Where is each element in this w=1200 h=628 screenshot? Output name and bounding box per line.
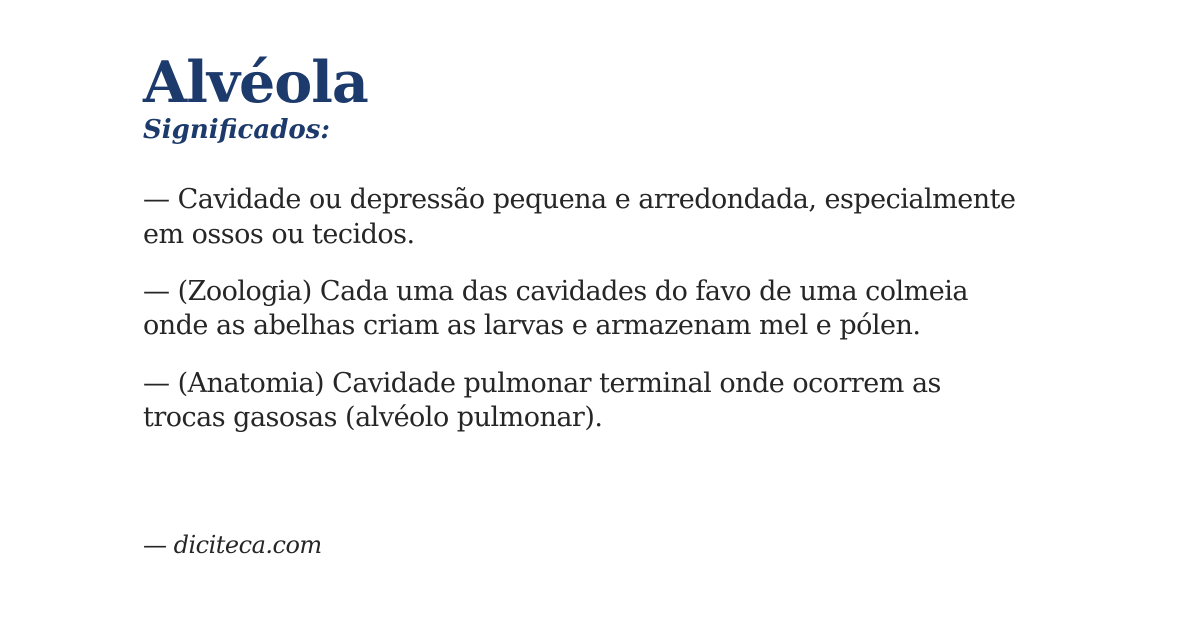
card-content <box>143 49 1023 458</box>
meaning-item: — (Zoologia) Cada uma das cavidades do favo de uma colmeia onde as abelhas criam as larvas e armazenam mel e pólen. <box>143 276 968 342</box>
meanings-list <box>143 183 1023 435</box>
meaning-item: — (Anatomia) Cavidade pulmonar terminal onde ocorrem as trocas gasosas (alvéolo pulmonar). <box>143 367 941 433</box>
meaning-item: — Cavidade ou depressão pequena e arredondada, especialmente em ossos ou tecidos. <box>143 184 1016 250</box>
page-title: Alvéola <box>143 49 368 116</box>
meanings-subtitle: Significados: <box>143 114 330 145</box>
footer-attribution: — diciteca.com <box>143 531 322 559</box>
